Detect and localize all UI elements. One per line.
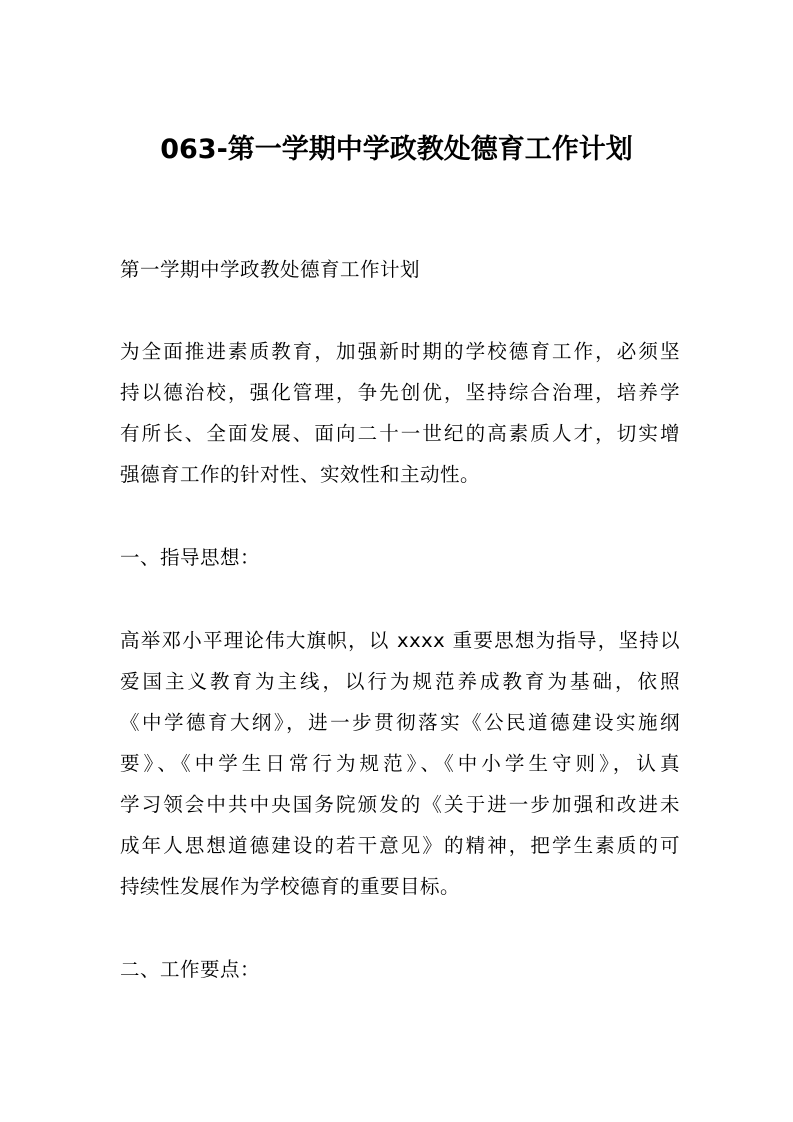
paragraph-line: 持以德治校，强化管理，争先创优，坚持综合治理，培养学 bbox=[120, 381, 680, 404]
paragraph-line: 有所长、全面发展、面向二十一世纪的高素质人才，切实增 bbox=[120, 422, 680, 445]
document-title: 063-第一学期中学政教处德育工作计划 bbox=[160, 134, 633, 165]
section-heading-guiding-ideology: 一、指导思想： bbox=[120, 546, 261, 569]
paragraph-line: 学习领会中共中央国务院颁发的《关于进一步加强和改进未 bbox=[120, 793, 680, 816]
paragraph-line: 《中学德育大纲》，进一步贯彻落实《公民道德建设实施纲 bbox=[120, 711, 680, 734]
paragraph-line: 强德育工作的针对性、实效性和主动性。 bbox=[120, 463, 481, 486]
document-subtitle: 第一学期中学政教处德育工作计划 bbox=[120, 258, 421, 281]
section-heading-work-points: 二、工作要点： bbox=[120, 958, 261, 981]
paragraph-line: 高举邓小平理论伟大旗帜，以 xxxx 重要思想为指导，坚持以 bbox=[120, 629, 680, 652]
paragraph-line: 持续性发展作为学校德育的重要目标。 bbox=[120, 875, 461, 898]
paragraph-line: 为全面推进素质教育，加强新时期的学校德育工作，必须坚 bbox=[120, 340, 680, 363]
paragraph-line: 成年人思想道德建设的若干意见》的精神，把学生素质的可 bbox=[120, 834, 680, 857]
paragraph-line: 爱国主义教育为主线，以行为规范养成教育为基础，依照 bbox=[120, 670, 680, 693]
paragraph-line: 要》、《中学生日常行为规范》、《中小学生守则》，认真 bbox=[120, 752, 680, 775]
